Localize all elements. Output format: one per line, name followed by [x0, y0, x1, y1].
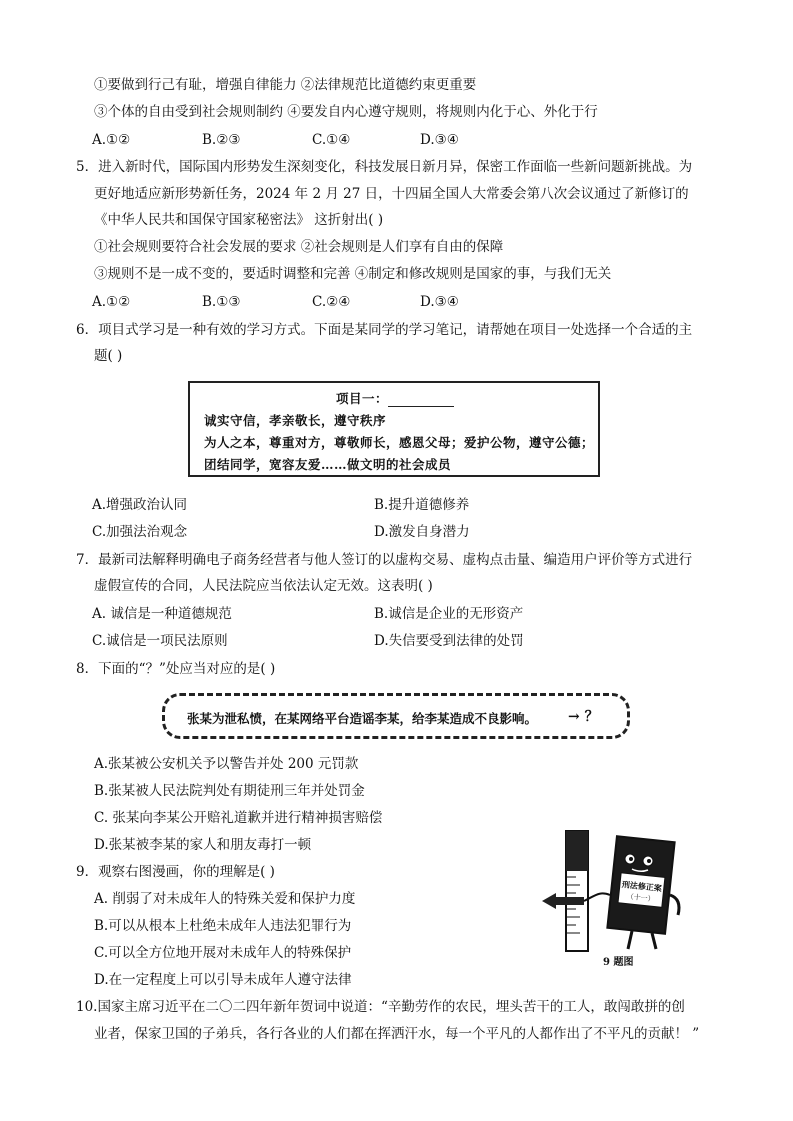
q10-stem-line-2: 业者，保家卫国的子弟兵，各行各业的人们都在挥洒汗水，每一个平凡的人都作出了不平凡的贡献！ ” [94, 1026, 700, 1042]
q9-option-b: B.可以从根本上杜绝未成年人违法犯罪行为 [94, 918, 352, 934]
q8-option-d: D.张某被李某的家人和朋友毒打一顿 [94, 837, 312, 853]
q4-option-a: A.①② [92, 132, 131, 148]
q9-cartoon-label-2: （十一） [626, 892, 655, 904]
q9-cartoon-label: 刑法修正案 [621, 880, 663, 894]
q6-note-blank [388, 406, 454, 407]
q7-option-c: C.诚信是一项民法原则 [92, 633, 228, 649]
q8-scenario-text: 张某为泄私愤，在某网络平台造谣李某，给李某造成不良影响。 [187, 711, 538, 726]
q9-cartoon-image [540, 825, 690, 965]
q6-stem-line-2: 题( ) [94, 348, 123, 364]
q8-scenario-box [162, 693, 630, 739]
q9-option-a: A. 削弱了对未成年人的特殊关爱和保护力度 [94, 891, 356, 907]
q5-statement-1: ①社会规则要符合社会发展的要求 ②社会规则是人们享有自由的保障 [94, 239, 504, 255]
q4-statement-1: ①要做到行己有耻，增强自律能力 ②法律规范比道德约束更重要 [94, 77, 477, 93]
q6-option-c: C.加强法治观念 [92, 524, 188, 540]
q9-stem: 9．观察右图漫画，你的理解是( ) [76, 864, 275, 880]
q5-statement-2: ③规则不是一成不变的，要适时调整和完善 ④制定和修改规则是国家的事，与我们无关 [94, 266, 612, 282]
q5-stem-line-1: 5．进入新时代，国际国内形势发生深刻变化，科技发展日新月异，保密工作面临一些新问题新挑战。为 [76, 159, 693, 175]
q6-note-box [188, 381, 600, 477]
q6-note-title-text: 项目一： [336, 391, 389, 406]
q9-option-c: C.可以全方位地开展对未成年人的特殊保护 [94, 945, 352, 961]
q9-option-d: D.在一定程度上可以引导未成年人遵守法律 [94, 972, 352, 988]
q7-option-b: B.诚信是企业的无形资产 [374, 606, 524, 622]
q6-note-row-2: 为人之本，尊重对方，尊敬师长，感恩父母；爱护公物，遵守公德； [204, 435, 595, 450]
q9-figure-caption: 9 题图 [603, 957, 634, 968]
q8-option-b: B.张某被人民法院判处有期徒刑三年并处罚金 [94, 783, 365, 799]
q7-option-d: D.失信要受到法律的处罚 [374, 633, 524, 649]
q5-stem-line-2: 更好地适应新形势新任务，2024 年 2 月 27 日，十四届全国人大常委会第八次会议通过了新修订的 [94, 186, 689, 202]
q8-arrow-question: → ？ [568, 709, 599, 725]
q6-note-row-3: 团结同学，宽容友爱……做文明的社会成员 [204, 457, 452, 472]
q5-option-a: A.①② [92, 294, 131, 310]
q6-option-b: B.提升道德修养 [374, 497, 470, 513]
q6-note-row-1: 诚实守信，孝亲敬长，遵守秩序 [204, 413, 387, 428]
q4-option-d: D.③④ [420, 132, 459, 148]
q8-option-a: A.张某被公安机关予以警告并处 200 元罚款 [94, 756, 359, 772]
q4-option-b: B.②③ [202, 132, 241, 148]
q4-option-c: C.①④ [312, 132, 351, 148]
q7-option-a: A. 诚信是一种道德规范 [92, 606, 232, 622]
q8-stem: 8．下面的“？”处应当对应的是( ) [76, 661, 276, 677]
q5-option-d: D.③④ [420, 294, 459, 310]
q7-stem-line-1: 7．最新司法解释明确电子商务经营者与他人签订的以虚构交易、虚构点击量、编造用户评价等方式进行 [76, 552, 693, 568]
q5-option-c: C.②④ [312, 294, 351, 310]
q8-option-c: C. 张某向李某公开赔礼道歉并进行精神损害赔偿 [94, 810, 383, 826]
q6-option-a: A.增强政治认同 [92, 497, 188, 513]
q6-note-title [336, 389, 454, 407]
q4-statement-2: ③个体的自由受到社会规则制约 ④要发自内心遵守规则，将规则内化于心、外化于行 [94, 104, 598, 120]
q6-option-d: D.激发自身潜力 [374, 524, 470, 540]
q10-stem-line-1: 10.国家主席习近平在二〇二四年新年贺词中说道：“辛勤劳作的农民，埋头苦干的工人，敢闯敢拼的创 [76, 999, 685, 1015]
q5-stem-line-3: 《中华人民共和国保守国家秘密法》 这折射出( ) [94, 212, 384, 228]
q7-stem-line-2: 虚假宣传的合同，人民法院应当依法认定无效。这表明( ) [94, 578, 433, 594]
q5-option-b: B.①③ [202, 294, 241, 310]
q6-stem-line-1: 6．项目式学习是一种有效的学习方式。下面是某同学的学习笔记，请帮她在项目一处选择一个合适的主 [76, 322, 693, 338]
